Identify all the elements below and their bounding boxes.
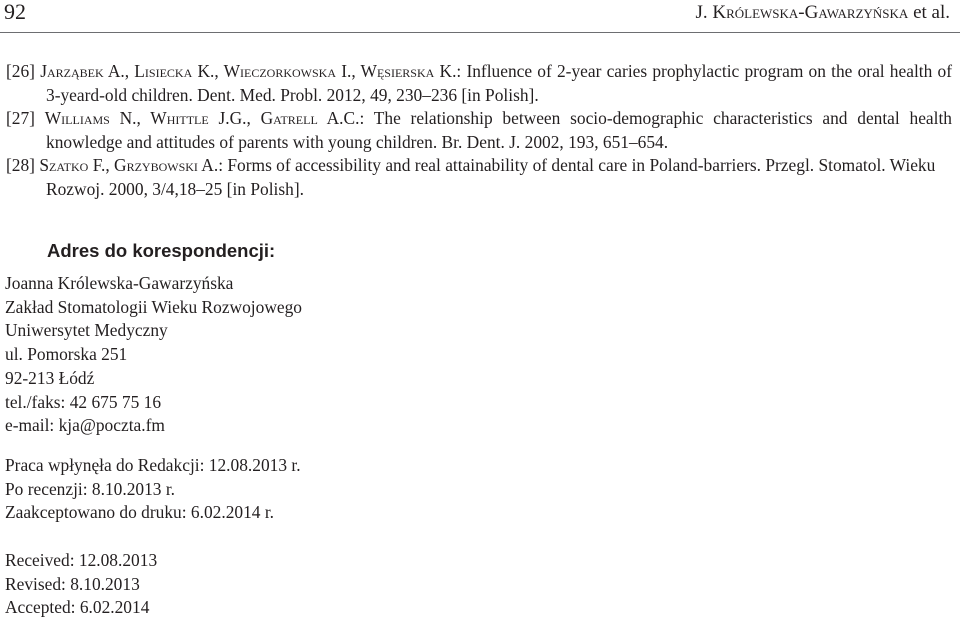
correspondence-heading: Adres do korespondencji:	[47, 240, 276, 261]
running-title-author: J. Królewska-Gawarzyńska	[695, 2, 909, 23]
dates-polish	[5, 454, 301, 525]
postal-city: 92-213 Łódź	[5, 367, 95, 388]
page-header	[0, 0, 960, 32]
reference-item	[6, 60, 952, 107]
department: Zakład Stomatologii Wieku Rozwojowego	[5, 296, 302, 317]
revised-date-pl: Po recenzji: 8.10.2013 r.	[5, 478, 176, 499]
header-rule	[0, 32, 960, 33]
received-date: Received: 12.08.2013	[5, 550, 158, 570]
street: ul. Pomorska 251	[5, 344, 128, 365]
email: e-mail: kja@poczta.fm	[5, 415, 165, 436]
reference-authors: Williams N., Whittle J.G., Gatrell A.C.	[44, 108, 360, 128]
accepted-date: Accepted: 6.02.2014	[5, 597, 150, 618]
correspondence-address	[5, 272, 302, 438]
reference-item	[6, 154, 952, 201]
running-title	[695, 2, 950, 24]
reference-authors: Szatko F., Grzybowski A.	[39, 155, 219, 175]
page-number: 92	[4, 0, 26, 24]
reference-list	[6, 60, 952, 201]
phone-fax: tel./faks: 42 675 75 16	[5, 391, 162, 412]
reference-text: : Forms of accessibility and real attainability of dental care in Poland-barriers. Przegl. Stomatol. Wieku Rozwoj. 2000, 3/4,18–25 [in Polish].	[46, 155, 936, 199]
reference-number: [26]	[6, 61, 35, 81]
accepted-date-pl: Zaakceptowano do druku: 6.02.2014 r.	[5, 502, 275, 523]
reference-authors: Jarząbek A., Lisiecka K., Wieczorkowska I., Węsierska K.	[40, 61, 457, 81]
dates-english	[5, 549, 157, 620]
running-title-etal: et al.	[908, 2, 950, 23]
reference-text: : Influence of 2-year caries prophylactic program on the oral health of 3-yeard-old children. Dent. Med. Probl. 2012, 49, 230–236 [in Polish].	[46, 61, 952, 105]
university: Uniwersytet Medyczny	[5, 320, 168, 341]
reference-item	[6, 107, 952, 154]
author-name: Joanna Królewska-Gawarzyńska	[5, 273, 234, 293]
reference-text: : The relationship between socio-demographic characteristics and dental health knowledge and attitudes of parents with young children. Br. Dent. J. 2002, 193, 651–654.	[46, 108, 952, 152]
reference-number: [27]	[6, 108, 35, 128]
received-date-pl: Praca wpłynęła do Redakcji: 12.08.2013 r.	[5, 455, 301, 475]
revised-date: Revised: 8.10.2013	[5, 573, 140, 594]
reference-number: [28]	[6, 155, 35, 175]
